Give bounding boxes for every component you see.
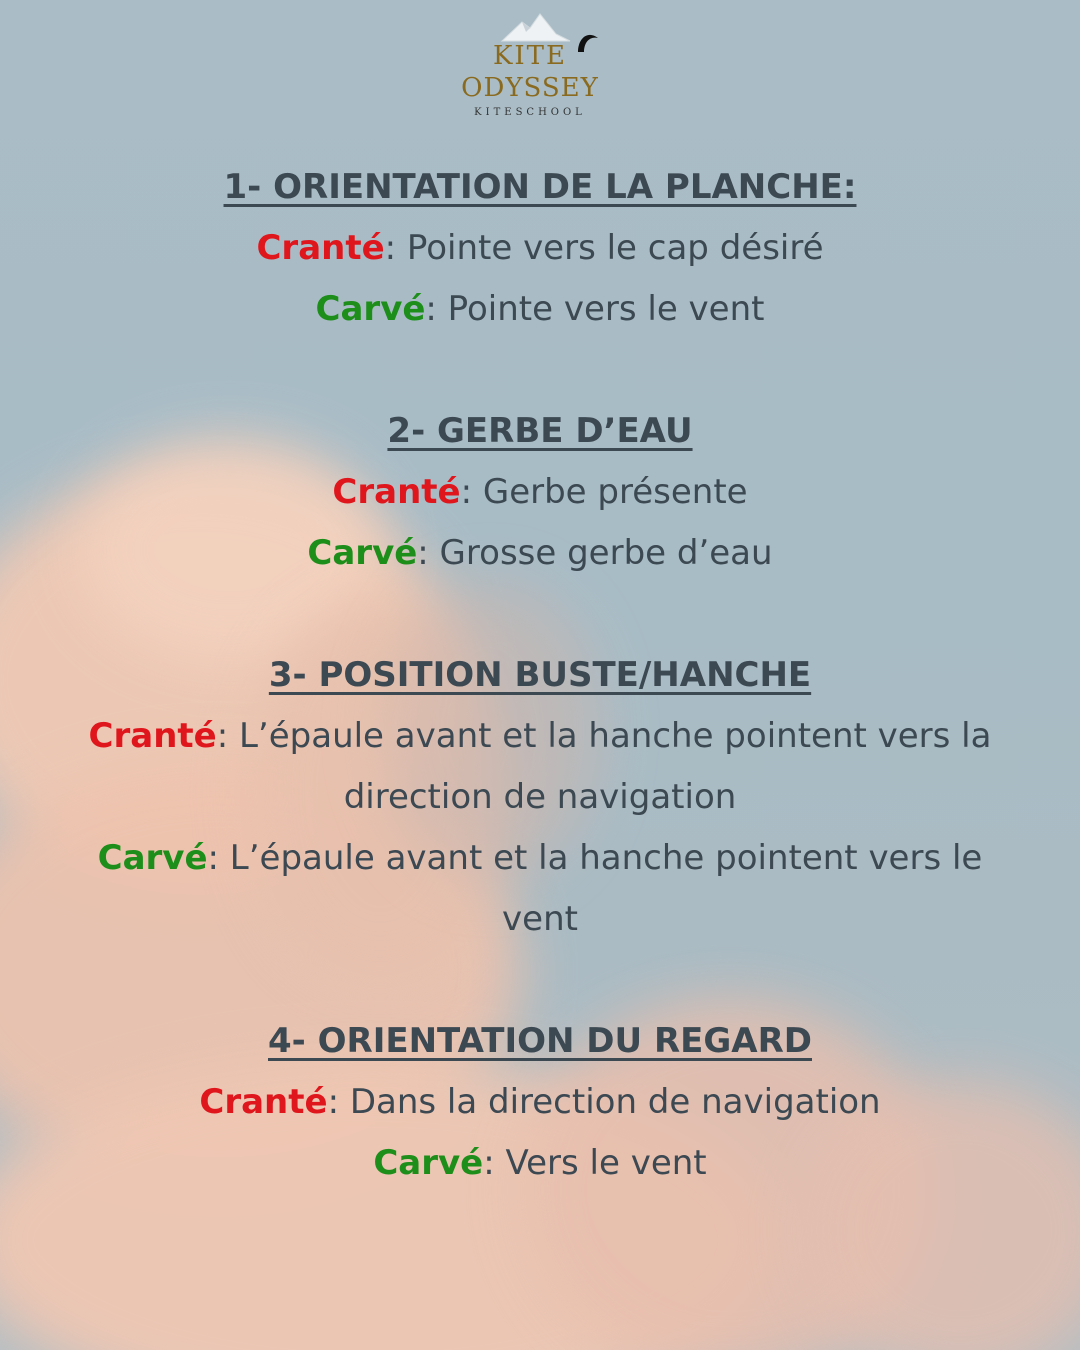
crante-text: : Dans la direction de navigation: [327, 1082, 881, 1122]
section-1-crante: [0, 218, 1080, 279]
section-3-crante: [0, 706, 1080, 828]
carve-label: Carvé: [307, 533, 418, 573]
carve-text: : Pointe vers le vent: [425, 289, 765, 329]
logo-line3: KITESCHOOL: [474, 107, 586, 118]
section-3-carve: [0, 828, 1080, 950]
crante-text: : Gerbe présente: [460, 472, 748, 512]
crante-label: Cranté: [88, 716, 217, 756]
section-3-heading: 3- POSITION BUSTE/HANCHE: [268, 655, 812, 695]
section-1-heading: 1- ORIENTATION DE LA PLANCHE:: [223, 167, 857, 207]
section-2-carve: [0, 523, 1080, 584]
carve-text: : Vers le vent: [483, 1143, 707, 1183]
crante-text: : Pointe vers le cap désiré: [384, 228, 824, 268]
logo: [0, 8, 1080, 123]
section-1-carve: [0, 279, 1080, 340]
carve-label: Carvé: [373, 1143, 484, 1183]
section-2-heading: 2- GERBE D’EAU: [387, 411, 693, 451]
section-4-carve: [0, 1133, 1080, 1194]
carve-text: : L’épaule avant et la hanche pointent vers le vent: [207, 838, 983, 939]
section-4-crante: [0, 1072, 1080, 1133]
kite-odyssey-logo: [460, 8, 620, 123]
section-4-heading: 4- ORIENTATION DU REGARD: [268, 1021, 812, 1061]
content: [0, 157, 1080, 1194]
carve-label: Carvé: [97, 838, 208, 878]
crante-text: : L’épaule avant et la hanche pointent vers la direction de navigation: [216, 716, 992, 817]
section-2-crante: [0, 462, 1080, 523]
logo-line1: KITE: [492, 41, 568, 71]
carve-label: Carvé: [315, 289, 426, 329]
logo-line2: ODYSSEY: [461, 73, 599, 103]
carve-text: : Grosse gerbe d’eau: [417, 533, 773, 573]
crante-label: Cranté: [256, 228, 385, 268]
crante-label: Cranté: [332, 472, 461, 512]
crante-label: Cranté: [199, 1082, 328, 1122]
